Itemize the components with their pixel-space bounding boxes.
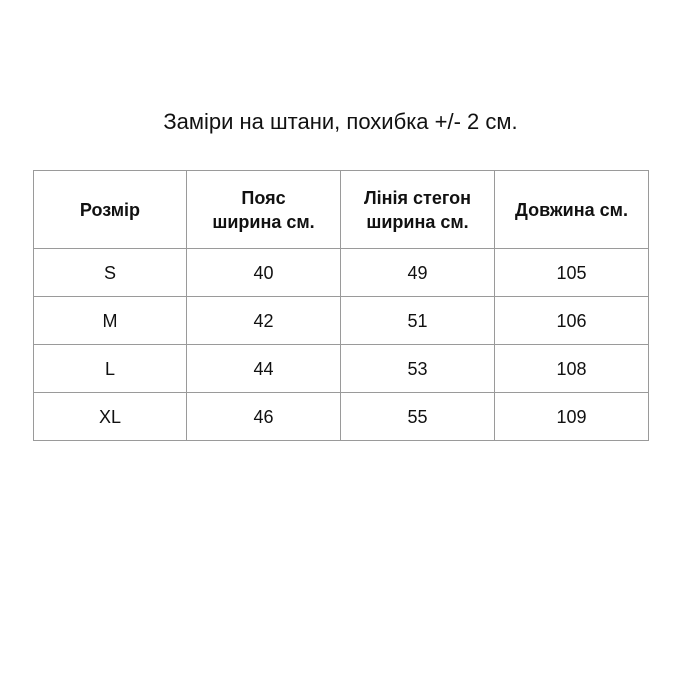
header-size-label: Розмір xyxy=(79,199,141,220)
table-row xyxy=(34,393,649,441)
cell-length: 105 xyxy=(495,249,649,297)
header-hips xyxy=(341,171,495,249)
cell-waist: 44 xyxy=(187,345,341,393)
page-title: Заміри на штани, похибка +/- 2 см. xyxy=(163,109,518,134)
header-waist-line1: Пояс xyxy=(241,187,286,208)
cell-hips: 53 xyxy=(341,345,495,393)
cell-hips: 51 xyxy=(341,297,495,345)
header-waist-line2: ширина см. xyxy=(212,211,315,232)
cell-length: 109 xyxy=(495,393,649,441)
cell-length: 106 xyxy=(495,297,649,345)
cell-size: L xyxy=(34,345,187,393)
cell-hips: 55 xyxy=(341,393,495,441)
table-row xyxy=(34,249,649,297)
size-chart-table xyxy=(33,170,649,441)
cell-waist: 42 xyxy=(187,297,341,345)
table-header-row xyxy=(34,171,649,249)
header-hips-line2: ширина см. xyxy=(366,211,469,232)
cell-size: XL xyxy=(34,393,187,441)
cell-waist: 40 xyxy=(187,249,341,297)
cell-size: M xyxy=(34,297,187,345)
header-waist xyxy=(187,171,341,249)
table-row xyxy=(34,345,649,393)
header-size xyxy=(34,171,187,249)
cell-waist: 46 xyxy=(187,393,341,441)
header-hips-line1: Лінія стегон xyxy=(364,187,471,208)
cell-hips: 49 xyxy=(341,249,495,297)
table-row xyxy=(34,297,649,345)
header-length xyxy=(495,171,649,249)
header-length-label: Довжина см. xyxy=(515,199,628,220)
cell-size: S xyxy=(34,249,187,297)
cell-length: 108 xyxy=(495,345,649,393)
